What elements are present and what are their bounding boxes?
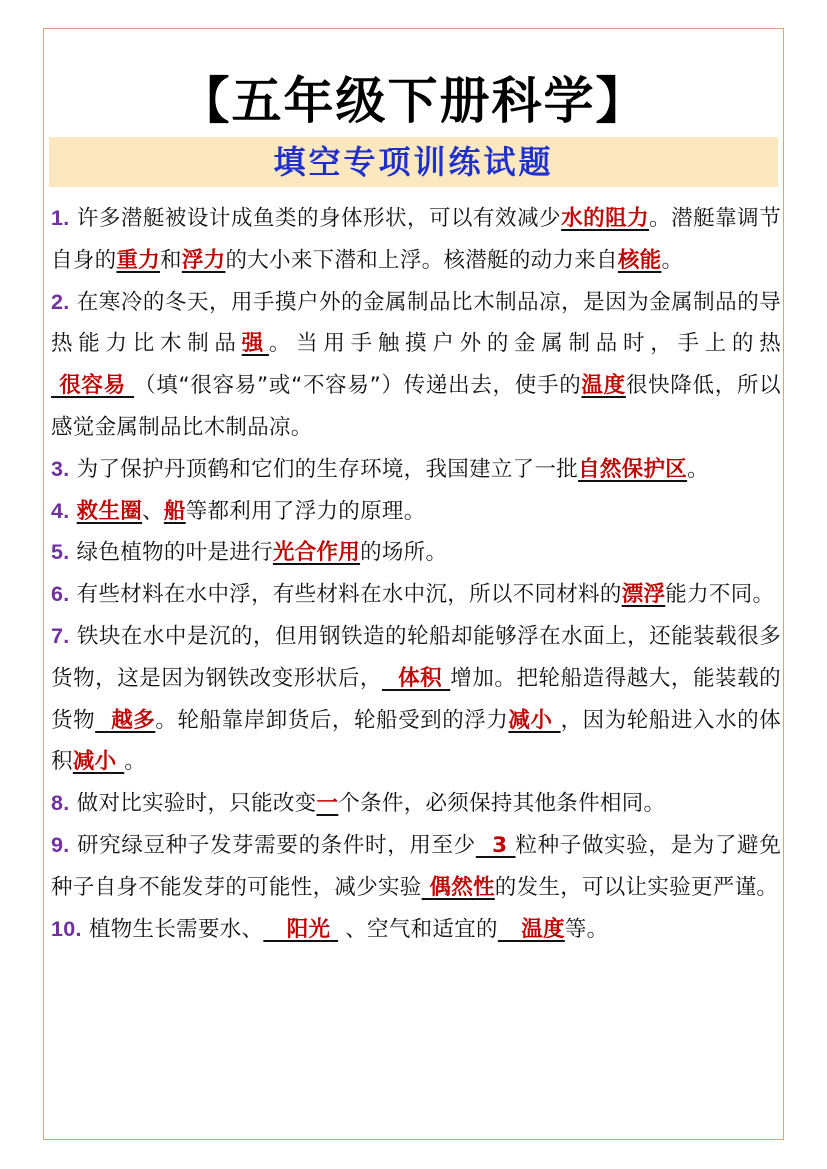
question-text: 能力不同。	[665, 582, 775, 608]
subtitle-banner	[49, 137, 778, 187]
question-text: 等。	[564, 916, 609, 942]
question-item	[51, 574, 781, 616]
question-text: 粒种子做实验，是为了避免种子自身不能发芽的可能性，减少实验	[51, 832, 781, 900]
question-text: 。	[124, 749, 147, 775]
answer-blank: 偶然性	[421, 874, 495, 900]
question-item	[51, 616, 781, 783]
question-item	[51, 198, 781, 282]
question-text: 做对比实验时，只能改变	[76, 791, 317, 817]
question-item	[51, 282, 781, 449]
question-item	[51, 449, 781, 491]
page-title: 【五年级下册科学】	[179, 72, 648, 130]
question-text: 。当用手触摸户外的金属制品时，手上的热	[268, 331, 781, 357]
question-number: 5.	[51, 540, 70, 565]
answer-blank: 一	[316, 791, 339, 817]
question-text: 增加。把轮船造得越大，能装载的货物	[51, 665, 781, 733]
question-text: 、	[142, 498, 164, 524]
answer-blank: 减小	[72, 749, 125, 775]
question-number: 3.	[51, 456, 70, 481]
answer-blank: 船	[163, 498, 186, 524]
answer-blank: 救生圈	[76, 498, 143, 524]
answer-blank: 浮力	[181, 247, 226, 273]
answer-blank: 光合作用	[272, 540, 361, 566]
question-text: 的场所。	[360, 540, 448, 566]
answer-blank: 阳光	[263, 916, 339, 942]
worksheet-page	[43, 28, 784, 1140]
question-list	[51, 198, 781, 950]
answer-blank: 漂浮	[621, 582, 666, 608]
question-item	[51, 783, 781, 825]
question-text: 绿色植物的叶是进行	[76, 540, 273, 566]
question-number: 4.	[51, 498, 70, 523]
question-text: 。轮船靠岸卸货后，轮船受到的浮力	[155, 707, 509, 733]
question-item	[51, 532, 781, 574]
question-text: ，因为轮船进入水的体积	[51, 707, 781, 775]
answer-blank: 很容易	[51, 373, 135, 399]
question-text: 等都利用了浮力的原理。	[185, 498, 426, 524]
answer-blank: 自然保护区	[578, 456, 688, 482]
question-item	[51, 491, 781, 533]
question-text: 植物生长需要水、	[88, 916, 264, 942]
question-item	[51, 909, 781, 951]
answer-blank: 3	[475, 832, 516, 858]
question-text: 很快降低，所以感觉金属制品比木制品凉。	[51, 373, 781, 440]
question-number: 7.	[51, 623, 70, 648]
question-text: 。	[687, 456, 709, 482]
question-text: 铁块在水中是沉的，但用钢铁造的轮船却能够浮在水面上，还能装载很多货物，这是因为钢铁改变形状后，	[51, 623, 782, 691]
question-text: 、空气和适宜的	[338, 916, 498, 942]
answer-blank: 水的阻力	[561, 206, 650, 231]
question-text: 在寒冷的冬天，用手摸户外的金属制品比木制品凉，是因为金属制品的导热能力比木制品	[51, 289, 782, 357]
answer-blank: 越多	[95, 707, 156, 733]
answer-blank: 重力	[116, 247, 161, 273]
question-number: 10.	[51, 916, 82, 941]
answer-blank: 强	[241, 331, 269, 357]
question-text: 。	[661, 247, 684, 273]
question-number: 1.	[51, 206, 70, 230]
answer-blank: 温度	[497, 916, 565, 942]
question-text: 。潜艇靠调节自身的	[51, 206, 781, 273]
answer-blank: 减小	[508, 707, 561, 733]
question-number: 6.	[51, 582, 70, 607]
answer-blank: 核能	[617, 247, 662, 273]
page-subtitle: 填空专项训练试题	[273, 143, 554, 181]
question-text: 有些材料在水中浮，有些材料在水中沉，所以不同材料的	[76, 582, 622, 608]
question-item	[51, 825, 781, 909]
answer-blank: 温度	[581, 373, 626, 399]
question-text: 的发生，可以让实验更严谨。	[494, 874, 779, 900]
question-number: 8.	[51, 791, 70, 816]
question-text: 为了保护丹顶鹤和它们的生存环境，我国建立了一批	[76, 456, 579, 482]
question-text: 的大小来下潜和上浮。核潜艇的动力来自	[225, 247, 618, 273]
question-text: 研究绿豆种子发芽需要的条件时，用至少	[77, 832, 476, 858]
question-number: 9.	[51, 832, 70, 857]
question-text: （填“很容易”或“不容易”）传递出去，使手的	[134, 373, 582, 399]
question-text: 个条件，必须保持其他条件相同。	[338, 791, 666, 817]
answer-blank: 体积	[381, 665, 451, 691]
question-text: 和	[160, 247, 182, 273]
question-text: 许多潜艇被设计成鱼类的身体形状，可以有效减少	[76, 206, 562, 231]
question-number: 2.	[51, 289, 70, 314]
